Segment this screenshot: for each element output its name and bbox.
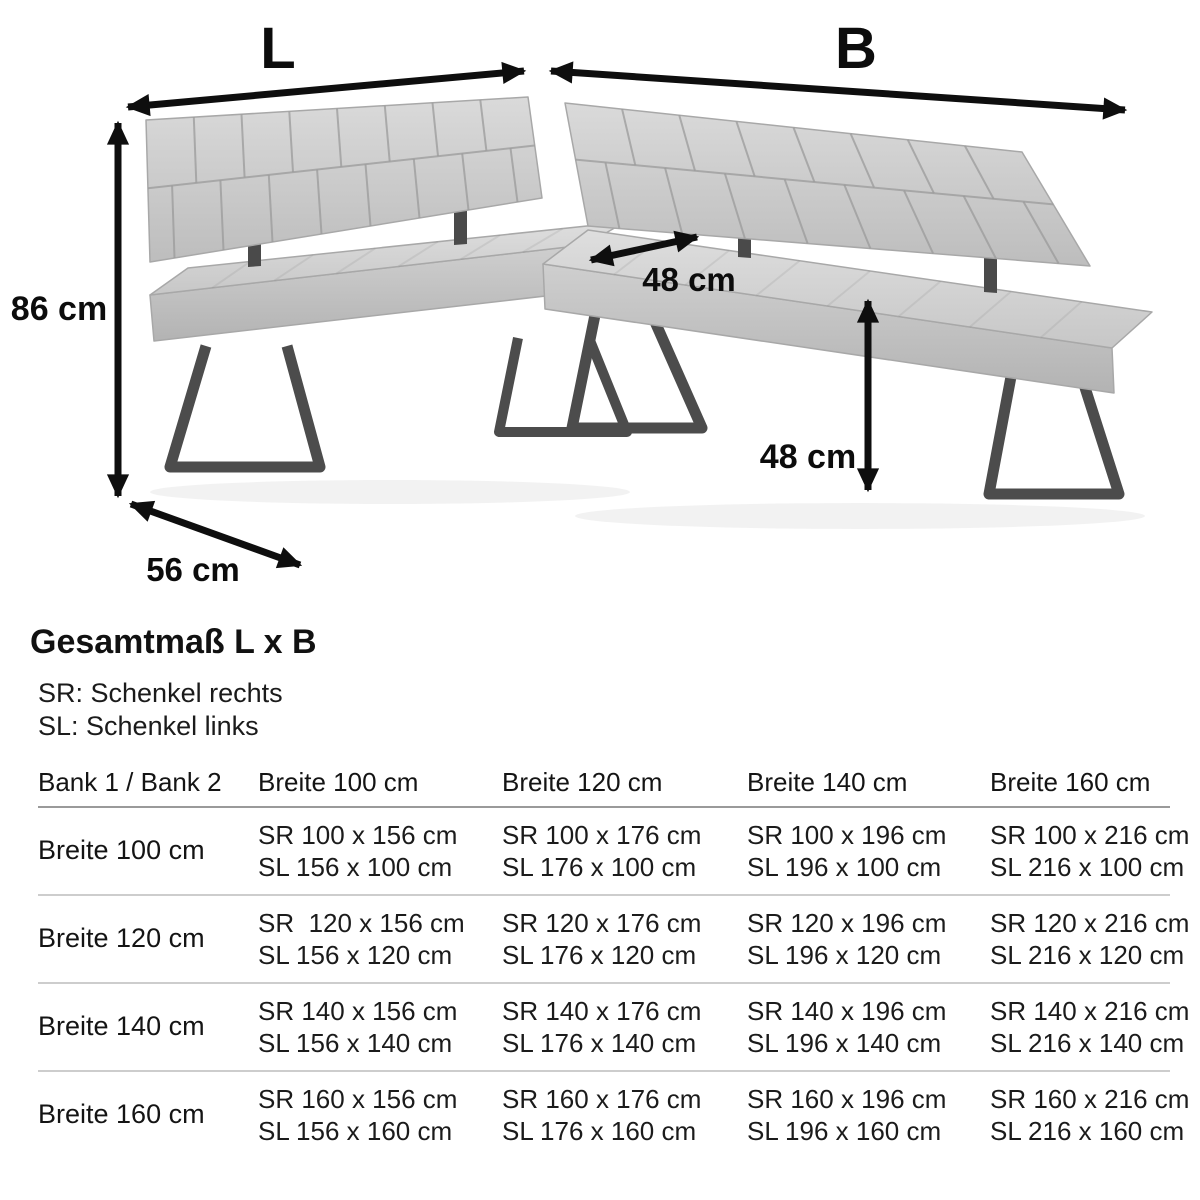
dimension-info-section xyxy=(0,621,1200,1158)
bench-right-leg-left xyxy=(572,315,702,428)
legend-sr: SR: Schenkel rechts xyxy=(38,677,283,708)
dimension-cell xyxy=(258,1072,502,1158)
dimension-cell xyxy=(502,808,747,894)
label-seat-height: 48 cm xyxy=(759,438,857,476)
dimension-cell xyxy=(502,1072,747,1158)
table-header-row xyxy=(38,767,1170,808)
dimension-line: SL 176 x 100 cm xyxy=(502,851,697,882)
dimension-cell xyxy=(747,1072,990,1158)
dimension-line: SL 216 x 100 cm xyxy=(990,851,1185,882)
dimension-line: SR 120 x 156 cm xyxy=(258,907,465,938)
label-length: L xyxy=(260,16,296,81)
dimension-line: SR 100 x 196 cm xyxy=(747,819,947,850)
dimension-line: SL 176 x 140 cm xyxy=(502,1027,697,1058)
floor-shadow xyxy=(150,480,630,504)
dimension-line: SR 160 x 216 cm xyxy=(990,1083,1190,1114)
row-label: Breite 160 cm xyxy=(38,1099,205,1129)
dimension-line: SL 216 x 140 cm xyxy=(990,1027,1185,1058)
label-total-height: 86 cm xyxy=(10,290,108,328)
backrest-support-post xyxy=(984,256,997,293)
dimension-line: SR 100 x 176 cm xyxy=(502,819,702,850)
dimension-line: SL 156 x 140 cm xyxy=(258,1027,453,1058)
bench-left-leg-left xyxy=(170,346,320,467)
dimension-cell xyxy=(990,1072,1189,1158)
dimension-line: SR 120 x 176 cm xyxy=(502,907,702,938)
dimension-cell xyxy=(747,984,990,1070)
dimension-line: SR 120 x 196 cm xyxy=(747,907,947,938)
floor-shadow xyxy=(575,503,1145,529)
dimension-line: SL 196 x 120 cm xyxy=(747,939,942,970)
dimension-cell xyxy=(258,984,502,1070)
column-header-bank: Bank 1 / Bank 2 xyxy=(38,766,222,797)
dimension-line: SL 216 x 120 cm xyxy=(990,939,1185,970)
dimension-line: SR 120 x 216 cm xyxy=(990,907,1190,938)
dimension-line: SR 140 x 156 cm xyxy=(258,995,458,1026)
label-base-depth: 56 cm xyxy=(146,551,240,588)
table-row xyxy=(38,1072,1190,1158)
dimension-line: SR 140 x 216 cm xyxy=(990,995,1190,1026)
dimension-cell xyxy=(747,896,990,982)
dimension-cell xyxy=(502,896,747,982)
dimension-cell xyxy=(258,808,502,894)
dimension-line: SL 156 x 160 cm xyxy=(258,1115,453,1146)
dimension-line: SL 216 x 160 cm xyxy=(990,1115,1185,1146)
backrest-support-post xyxy=(454,208,467,245)
column-header-breite: Breite 120 cm xyxy=(502,766,663,797)
dimension-line: SR 140 x 196 cm xyxy=(747,995,947,1026)
row-label: Breite 100 cm xyxy=(38,835,205,865)
column-header-breite: Breite 100 cm xyxy=(258,766,419,797)
dimension-line: SL 156 x 100 cm xyxy=(258,851,453,882)
label-seat-depth: 48 cm xyxy=(642,261,736,298)
dimension-cell xyxy=(502,984,747,1070)
dimension-cell xyxy=(258,896,502,982)
dimension-line: SL 196 x 140 cm xyxy=(747,1027,942,1058)
bench-right xyxy=(543,103,1152,494)
section-title: Gesamtmaß L x B xyxy=(30,623,317,661)
dimension-line: SL 196 x 160 cm xyxy=(747,1115,942,1146)
dimension-cell xyxy=(990,984,1189,1070)
column-header-breite: Breite 160 cm xyxy=(990,766,1151,797)
label-width: B xyxy=(835,16,877,81)
dimension-line: SR 160 x 176 cm xyxy=(502,1083,702,1114)
dimension-table xyxy=(38,766,1190,1158)
dimension-line: SR 160 x 156 cm xyxy=(258,1083,458,1114)
dimension-cell xyxy=(990,808,1189,894)
dimension-cell xyxy=(747,808,990,894)
legend-sl: SL: Schenkel links xyxy=(38,710,259,741)
dimension-line: SL 176 x 160 cm xyxy=(502,1115,697,1146)
row-label: Breite 120 cm xyxy=(38,923,205,953)
dimension-line: SL 196 x 100 cm xyxy=(747,851,942,882)
dimension-line: SR 100 x 216 cm xyxy=(990,819,1190,850)
table-row xyxy=(38,984,1190,1072)
dimension-line: SL 176 x 120 cm xyxy=(502,939,697,970)
table-row xyxy=(38,896,1190,984)
dimension-line: SL 156 x 120 cm xyxy=(258,939,453,970)
row-label: Breite 140 cm xyxy=(38,1011,205,1041)
dimension-cell xyxy=(990,896,1189,982)
dimension-line: SR 100 x 156 cm xyxy=(258,819,458,850)
dimension-line: SR 160 x 196 cm xyxy=(747,1083,947,1114)
legend xyxy=(38,677,1200,743)
dimension-line: SR 140 x 176 cm xyxy=(502,995,702,1026)
column-header-breite: Breite 140 cm xyxy=(747,766,908,797)
table-row xyxy=(38,808,1190,896)
bench-left-leg-right xyxy=(499,338,627,432)
